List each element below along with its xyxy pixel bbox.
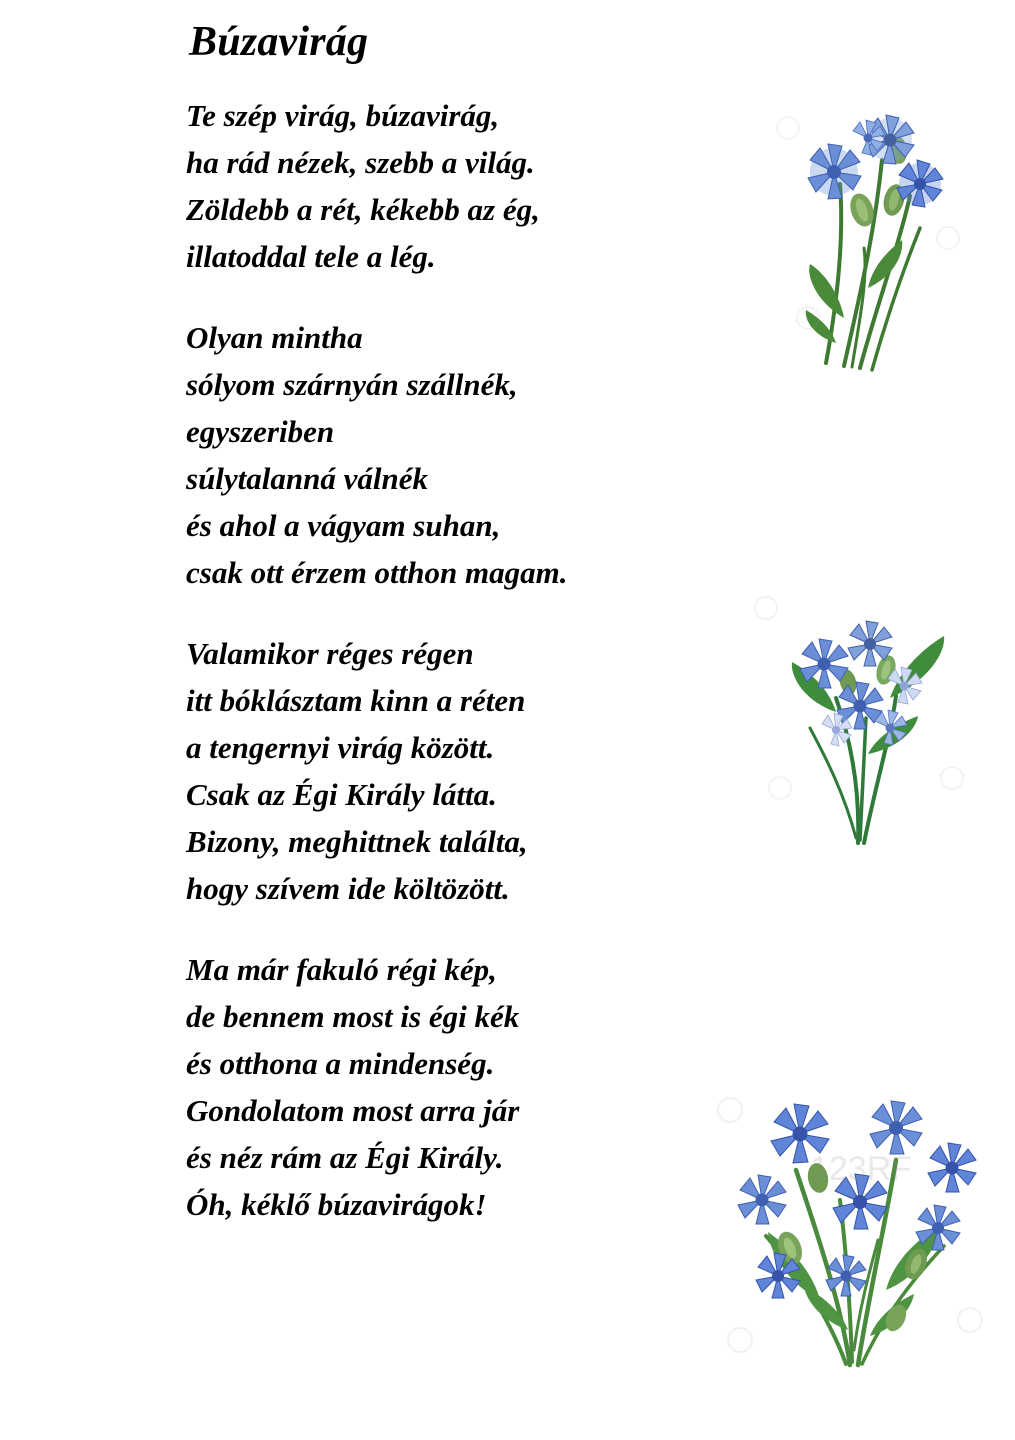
poem-line: Ma már fakuló régi kép, [186, 952, 497, 988]
poem-line: és ahol a vágyam suhan, [186, 508, 501, 544]
poem-line: és néz rám az Égi Király. [186, 1140, 504, 1176]
stanza-2 [186, 314, 746, 596]
stanza-1 [186, 92, 746, 280]
cornflower-bouquet-middle-image [740, 578, 980, 848]
poem-line: ha rád nézek, szebb a világ. [186, 145, 535, 181]
poem-line: Óh, kéklő búzavirágok! [186, 1187, 487, 1223]
poem-line: Csak az Égi Király látta. [186, 777, 497, 813]
poem-line: de bennem most is égi kék [186, 999, 520, 1035]
poem-line: itt bóklásztam kinn a réten [186, 683, 526, 719]
poem-line: hogy szívem ide költözött. [186, 871, 510, 907]
poem-line: illatoddal tele a lég. [186, 239, 436, 275]
poem-line: csak ott érzem otthon magam. [186, 555, 568, 591]
poem-line: és otthona a mindenség. [186, 1046, 495, 1082]
poem-body [186, 18, 746, 1228]
page-title: Búzavirág [189, 19, 369, 65]
cornflower-bouquet-top-image [748, 88, 978, 378]
poem-line: Valamikor réges régen [186, 636, 474, 672]
poem-line: Te szép virág, búzavirág, [186, 98, 500, 134]
poem-line: egyszeriben [186, 414, 335, 450]
poem-line: súlytalanná válnék [186, 461, 429, 497]
poem-line: Gondolatom most arra jár [186, 1093, 520, 1129]
stanza-4 [186, 946, 746, 1228]
poem-line: Olyan mintha [186, 320, 363, 356]
stanza-3 [186, 630, 746, 912]
poem-line: sólyom szárnyán szállnék, [186, 367, 518, 403]
poem-line: Zöldebb a rét, kékebb az ég, [186, 192, 540, 228]
watermark-label: 123RF [810, 1150, 913, 1188]
poem-line: Bizony, meghittnek találta, [186, 824, 528, 860]
cornflower-bouquet-bottom-image [700, 1050, 1000, 1370]
poem-line: a tengernyi virág között. [186, 730, 495, 766]
